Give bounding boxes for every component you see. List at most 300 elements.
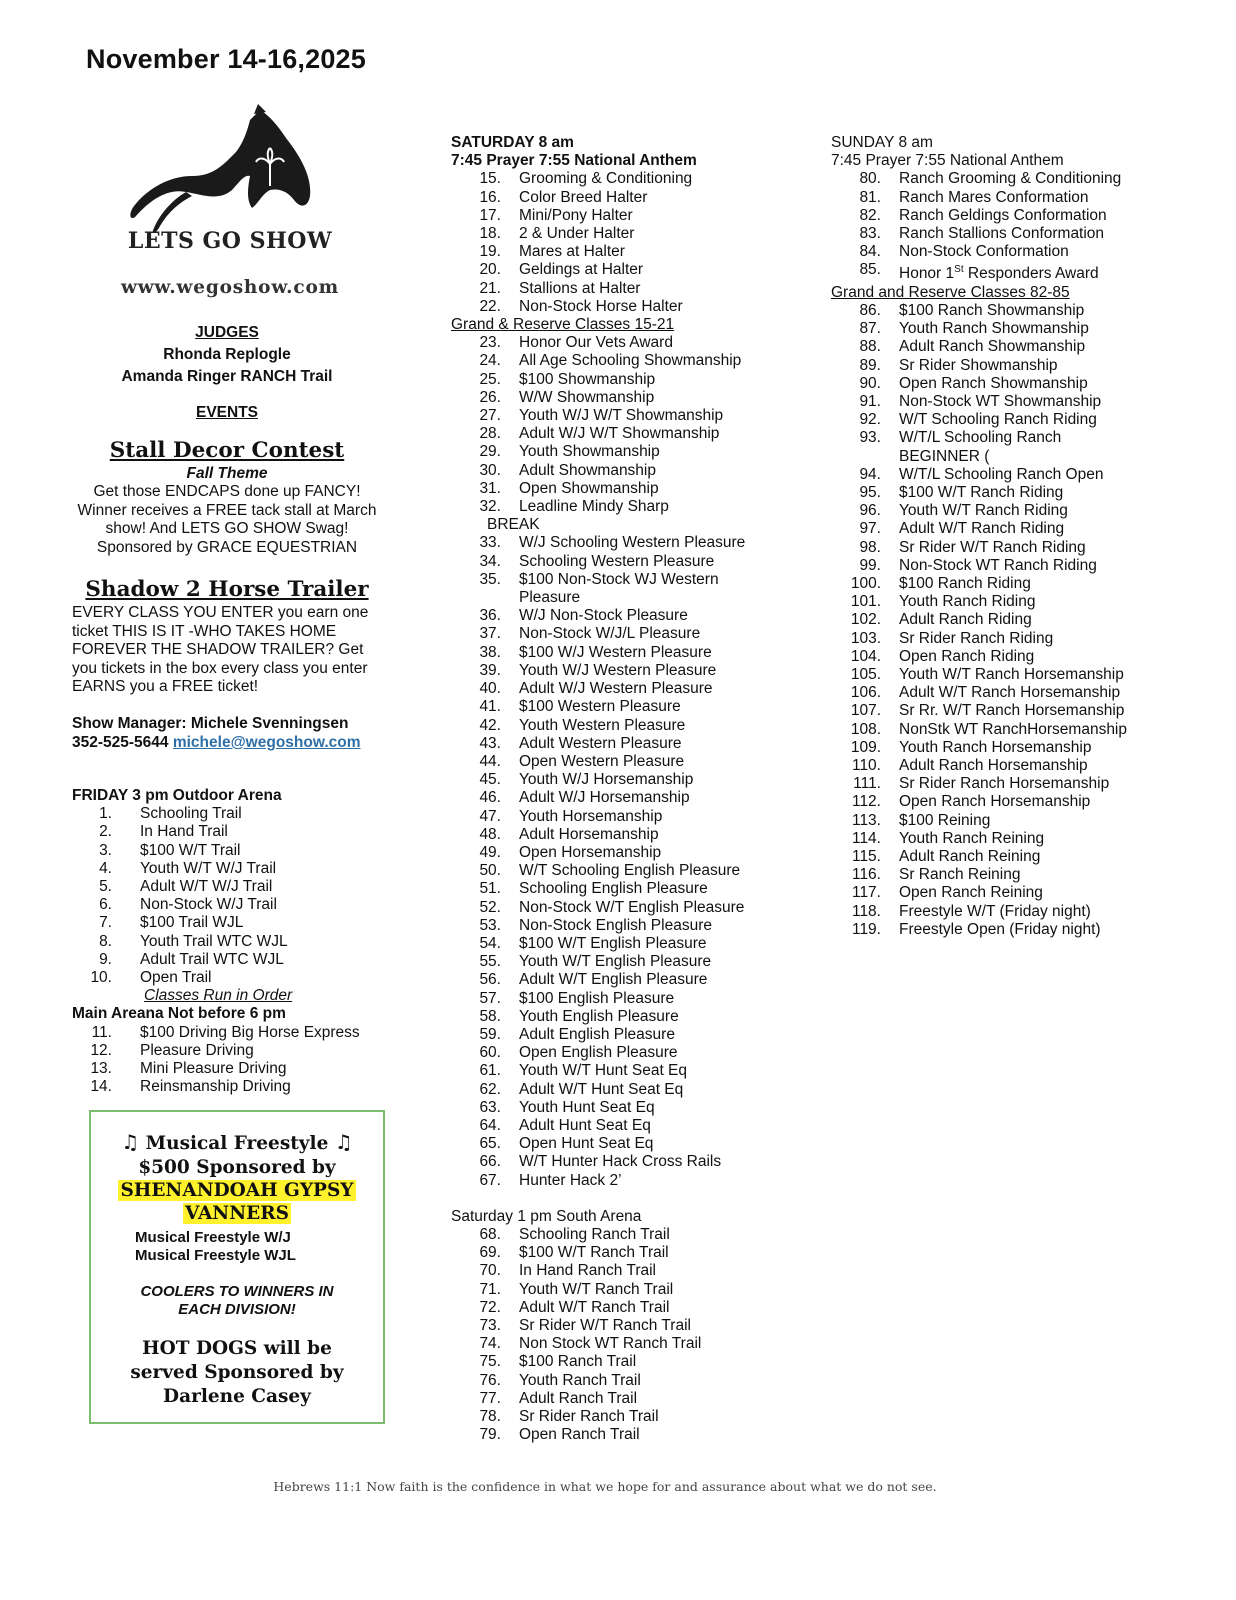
judge-name: Rhonda Replogle [163, 346, 291, 363]
class-name: Open Ranch Horsemanship [899, 793, 1091, 811]
hotdogs-note: HOT DOGS will be [142, 1338, 332, 1359]
class-item [831, 611, 1171, 629]
class-name: Mini/Pony Halter [519, 206, 633, 224]
class-number: 29. [479, 443, 501, 461]
class-number: 41. [479, 698, 501, 716]
class-item [451, 1172, 811, 1190]
class-name: Open Ranch Showmanship [899, 374, 1088, 392]
class-number: 92. [859, 411, 881, 429]
class-item [451, 717, 811, 735]
class-item [451, 189, 811, 207]
class-name: $100 W/T Ranch Trail [519, 1244, 669, 1262]
class-number: 77. [479, 1389, 501, 1407]
class-number: 80. [859, 170, 881, 188]
class-item [451, 917, 811, 935]
class-number: 85. [859, 261, 881, 279]
class-number: 42. [479, 716, 501, 734]
class-name: Schooling Trail [140, 805, 242, 823]
class-number [451, 589, 507, 607]
class-number: 18. [479, 225, 501, 243]
class-name: $100 Driving Big Horse Express [140, 1023, 360, 1041]
class-number: 53. [479, 916, 501, 934]
class-number: 30. [479, 461, 501, 479]
class-number: 100. [850, 575, 881, 593]
class-item [451, 534, 811, 552]
class-number: 74. [479, 1335, 501, 1353]
class-item [451, 1299, 811, 1317]
class-number: 26. [479, 388, 501, 406]
class-item [451, 1099, 811, 1117]
class-name: Adult W/J Western Pleasure [519, 680, 713, 698]
class-number: 14. [90, 1078, 112, 1096]
class-name: Sr Rider W/T Ranch Riding [899, 538, 1086, 556]
class-item [451, 862, 811, 880]
class-name: Non-Stock Horse Halter [519, 297, 683, 315]
class-number: 52. [479, 898, 501, 916]
class-item [831, 502, 1171, 520]
class-name: Open Showmanship [519, 479, 659, 497]
class-item [451, 990, 811, 1008]
class-number: 78. [479, 1408, 501, 1426]
class-name: Youth W/J W/T Showmanship [519, 407, 724, 425]
shadow-line: FOREVER THE SHADOW TRAILER? Get [72, 641, 364, 658]
class-item [831, 830, 1171, 848]
class-item [451, 371, 811, 389]
class-item [451, 698, 811, 716]
class-name: Sr Ranch Reining [899, 866, 1021, 884]
coolers-note: COOLERS TO WINNERS IN [140, 1283, 334, 1300]
class-number: 59. [479, 1025, 501, 1043]
class-number: 112. [851, 793, 881, 811]
class-item [831, 557, 1171, 575]
class-number: 98. [859, 538, 881, 556]
class-name: $100 W/T Ranch Riding [899, 484, 1064, 502]
class-name: Sr Rider Ranch Riding [899, 629, 1054, 647]
class-number: 51. [479, 880, 501, 898]
class-item [831, 243, 1171, 261]
class-item [72, 1060, 402, 1078]
class-name: BEGINNER ( [899, 447, 990, 465]
class-item [831, 448, 1171, 466]
class-number: 88. [859, 338, 881, 356]
class-item [451, 1372, 811, 1390]
class-number: 111. [853, 775, 881, 793]
class-item [831, 170, 1171, 188]
class-item [831, 666, 1171, 684]
class-item [451, 1426, 811, 1444]
stall-decor-title: Stall Decor Contest [109, 438, 345, 463]
class-name: Freestyle W/T (Friday night) [899, 902, 1091, 920]
class-item [451, 1335, 811, 1353]
class-name: Adult Ranch Showmanship [899, 338, 1086, 356]
stall-decor-section [72, 438, 382, 557]
class-name: Youth Ranch Riding [899, 593, 1036, 611]
class-item [451, 462, 811, 480]
class-name: Ranch Geldings Conformation [899, 206, 1107, 224]
class-number: 71. [479, 1280, 501, 1298]
class-item [831, 320, 1171, 338]
class-number: 82. [859, 206, 881, 224]
stall-decor-line: Sponsored by GRACE EQUESTRIAN [96, 538, 358, 556]
class-name: Adult Ranch Trail [519, 1389, 638, 1407]
class-number: 3. [99, 841, 112, 859]
class-item [451, 1353, 811, 1371]
musical-freestyle-box [89, 1110, 385, 1424]
class-item [451, 1081, 811, 1099]
class-number: 45. [479, 771, 501, 789]
class-item [451, 844, 811, 862]
class-item [451, 644, 811, 662]
class-name: Youth W/J Western Pleasure [519, 661, 717, 679]
class-item [72, 933, 402, 951]
class-name: Youth Ranch Horsemanship [899, 738, 1092, 756]
class-name: W/J Schooling Western Pleasure [519, 534, 746, 552]
class-item [451, 971, 811, 989]
class-item [451, 662, 811, 680]
music-note-icon: ♫ [121, 1130, 140, 1154]
class-number: 99. [859, 556, 881, 574]
class-number: 116. [851, 866, 881, 884]
class-name: Youth Horsemanship [519, 807, 663, 825]
class-number: 108. [850, 720, 881, 738]
class-name: Sr Rr. W/T Ranch Horsemanship [899, 702, 1125, 720]
class-number: 17. [479, 206, 501, 224]
class-name: Open Ranch Riding [899, 647, 1035, 665]
class-number: 1. [99, 805, 112, 823]
class-item [72, 1078, 402, 1096]
class-item [451, 1062, 811, 1080]
class-name: Adult Trail WTC WJL [140, 950, 284, 968]
class-name: $100 Ranch Trail [519, 1353, 637, 1371]
class-number: 57. [479, 989, 501, 1007]
class-name: Adult W/T Ranch Trail [519, 1298, 670, 1316]
class-name: Geldings at Halter [519, 261, 644, 279]
class-item [451, 880, 811, 898]
class-number: 28. [479, 425, 501, 443]
class-item [451, 389, 811, 407]
class-item [451, 899, 811, 917]
class-item [831, 539, 1171, 557]
class-name: Non-Stock Conformation [899, 243, 1069, 261]
class-item [831, 630, 1171, 648]
class-item [831, 411, 1171, 429]
manager-phone: 352-525-5644 [72, 734, 169, 751]
class-number: 118. [851, 902, 881, 920]
class-name: NonStk WT RanchHorsemanship [899, 720, 1127, 738]
class-item [451, 808, 811, 826]
class-name: Adult W/T Hunt Seat Eq [519, 1080, 684, 1098]
class-number: 49. [479, 843, 501, 861]
class-item [451, 1226, 811, 1244]
class-item [831, 812, 1171, 830]
class-name: Adult English Pleasure [519, 1025, 675, 1043]
class-number: 54. [479, 934, 501, 952]
class-number: 90. [859, 374, 881, 392]
class-name: Open Horsemanship [519, 843, 662, 861]
class-item [72, 1042, 402, 1060]
class-item [831, 866, 1171, 884]
class-name: Youth English Pleasure [519, 1007, 679, 1025]
class-number: 19. [479, 243, 501, 261]
shadow-line: you tickets in the box every class you enter [72, 659, 368, 677]
class-name: Honor Our Vets Award [519, 334, 673, 352]
class-item [72, 951, 402, 969]
class-number: 68. [479, 1225, 501, 1243]
class-name: Adult Showmanship [519, 461, 656, 479]
class-number: 97. [859, 520, 881, 538]
freestyle-sponsor-line: $500 Sponsored by [138, 1157, 336, 1178]
class-item [451, 935, 811, 953]
class-name: Pleasure Driving [140, 1041, 254, 1059]
main-arena-heading: Main Areana Not before 6 pm [72, 1005, 286, 1023]
class-name: Adult W/T English Pleasure [519, 971, 708, 989]
class-name: Reinsmanship Driving [140, 1078, 291, 1096]
class-number: 25. [479, 370, 501, 388]
class-number: 63. [479, 1098, 501, 1116]
class-item [451, 480, 811, 498]
class-item [831, 225, 1171, 243]
shadow-line: EVERY CLASS YOU ENTER you earn one [72, 604, 369, 621]
class-item [451, 443, 811, 461]
judges-heading: JUDGES [195, 324, 259, 341]
hotdogs-note: Darlene Casey [163, 1386, 311, 1407]
stall-decor-subtitle: Fall Theme [186, 465, 268, 482]
class-name: Youth W/T English Pleasure [519, 953, 712, 971]
shadow-line: ticket THIS IS IT -WHO TAKES HOME [72, 622, 337, 640]
class-item [831, 189, 1171, 207]
class-item [831, 375, 1171, 393]
class-item [831, 775, 1171, 793]
class-name: Open Ranch Reining [899, 884, 1043, 902]
class-item [451, 207, 811, 225]
scripture-footer: Hebrews 11:1 Now faith is the confidence in what we hope for and assurance about what we do not see. [273, 1479, 937, 1494]
class-number: 58. [479, 1007, 501, 1025]
freestyle-title: Musical Freestyle [145, 1133, 329, 1154]
class-number: 104. [850, 647, 881, 665]
manager-email-link[interactable]: michele@wegoshow.com [172, 734, 361, 751]
class-number: 93. [859, 429, 881, 447]
class-name: In Hand Trail [140, 823, 228, 841]
class-name: $100 Reining [899, 811, 991, 829]
class-name: Adult W/T W/J Trail [140, 878, 273, 896]
class-number: 12. [90, 1041, 112, 1059]
music-note-icon: ♫ [334, 1130, 353, 1154]
class-name: Sr Rider Showmanship [899, 356, 1058, 374]
class-name: Open Western Pleasure [519, 752, 685, 770]
class-name: $100 Western Pleasure [519, 698, 681, 716]
class-item [831, 684, 1171, 702]
class-number: 91. [859, 393, 881, 410]
grand-reserve-note: Grand and Reserve Classes 82-85 [831, 283, 1070, 301]
class-name: Youth W/J Horsemanship [519, 771, 694, 789]
class-name: Stallions at Halter [519, 279, 641, 297]
class-name: Honor 1St Responders Award [899, 264, 1099, 283]
class-item [831, 575, 1171, 593]
class-item [451, 1408, 811, 1426]
show-manager [72, 714, 392, 752]
friday-heading: FRIDAY 3 pm Outdoor Arena [72, 787, 282, 804]
class-number: 11. [91, 1023, 112, 1041]
class-number: 7. [99, 914, 112, 932]
class-item [451, 771, 811, 789]
class-item [451, 1117, 811, 1135]
class-name: All Age Schooling Showmanship [519, 352, 742, 370]
class-item [451, 1244, 811, 1262]
stall-decor-line: Winner receives a FREE tack stall at March [77, 501, 377, 519]
class-number: 24. [479, 352, 501, 370]
class-number: 109. [850, 738, 881, 756]
website-url[interactable]: www.wegoshow.com [120, 277, 340, 298]
class-number [831, 448, 887, 466]
class-item [831, 393, 1171, 411]
class-number: 55. [479, 953, 501, 971]
class-name: W/J Non-Stock Pleasure [519, 607, 688, 625]
class-item [451, 1281, 811, 1299]
sponsor-name: VANNERS [185, 1203, 289, 1224]
class-item [831, 903, 1171, 921]
class-number: 46. [479, 789, 501, 807]
class-number: 83. [859, 225, 881, 243]
class-item [451, 425, 811, 443]
class-item [831, 261, 1171, 283]
class-number: 75. [479, 1353, 501, 1371]
class-number: 50. [479, 862, 501, 880]
logo-wordmark: LETS GO SHOW [127, 228, 333, 254]
class-name: Youth W/T W/J Trail [140, 859, 277, 877]
class-name: Youth W/T Ranch Riding [899, 502, 1068, 520]
stall-decor-line: Get those ENDCAPS done up FANCY! [93, 483, 361, 500]
class-name: $100 W/T Trail [140, 841, 241, 859]
class-name: Mini Pleasure Driving [140, 1060, 287, 1078]
class-number: 21. [479, 279, 501, 297]
class-name: Adult Ranch Horsemanship [899, 757, 1088, 775]
class-number: 39. [479, 661, 501, 679]
class-name: $100 English Pleasure [519, 989, 675, 1007]
class-number: 94. [859, 465, 881, 483]
class-number: 86. [859, 301, 881, 319]
class-number: 103. [850, 629, 881, 647]
class-name: Ranch Stallions Conformation [899, 225, 1105, 243]
class-number: 67. [479, 1171, 501, 1189]
class-name: Non Stock WT Ranch Trail [519, 1335, 702, 1353]
saturday-prayer: 7:45 Prayer 7:55 National Anthem [451, 152, 697, 170]
class-item [451, 170, 811, 188]
class-number: 69. [479, 1244, 501, 1262]
class-name: Sr Rider W/T Ranch Trail [519, 1317, 691, 1334]
class-number: 76. [479, 1371, 501, 1389]
class-number: 62. [479, 1080, 501, 1098]
class-item [451, 753, 811, 771]
class-name: Youth Hunt Seat Eq [519, 1098, 655, 1116]
sunday-prayer: 7:45 Prayer 7:55 National Anthem [831, 152, 1064, 170]
shadow-line: EARNS you a FREE ticket! [72, 678, 259, 695]
class-number: 106. [850, 684, 881, 702]
class-item [831, 921, 1171, 939]
class-item [451, 407, 811, 425]
class-name: Open Hunt Seat Eq [519, 1135, 654, 1153]
class-name: W/T Hunter Hack Cross Rails [519, 1153, 722, 1171]
class-number: 15. [479, 170, 501, 188]
class-number: 43. [479, 734, 501, 752]
class-item [451, 553, 811, 571]
class-number: 79. [479, 1426, 501, 1444]
class-name: Adult W/T Ranch Horsemanship [899, 684, 1121, 702]
class-item [831, 721, 1171, 739]
class-item [451, 280, 811, 298]
class-name: W/W Showmanship [519, 388, 655, 406]
class-item [831, 593, 1171, 611]
class-item [831, 702, 1171, 720]
class-item [451, 680, 811, 698]
shadow-trailer-title: Shadow 2 Horse Trailer [85, 577, 369, 602]
class-name: Open English Pleasure [519, 1044, 678, 1062]
class-name: Grooming & Conditioning [519, 170, 693, 188]
class-number: 9. [99, 950, 112, 968]
class-name: Schooling English Pleasure [519, 880, 708, 898]
class-item [451, 298, 811, 316]
stall-decor-line: show! And LETS GO SHOW Swag! [105, 520, 349, 537]
class-number: 6. [99, 896, 112, 914]
class-name: Pleasure [519, 589, 581, 607]
shadow-trailer-section [72, 577, 382, 697]
class-number: 35. [479, 570, 501, 588]
class-name: Hunter Hack 2’ [519, 1171, 622, 1189]
class-item [831, 207, 1171, 225]
class-name: Schooling Ranch Trail [519, 1225, 670, 1243]
class-name: Open Ranch Trail [519, 1426, 640, 1444]
class-item [451, 1026, 811, 1044]
class-name: Youth W/T Ranch Trail [519, 1280, 674, 1298]
class-number: 113. [851, 811, 881, 829]
class-number: 107. [850, 702, 881, 720]
class-name: Adult Hunt Seat Eq [519, 1116, 651, 1134]
class-item [451, 334, 811, 352]
class-number: 87. [859, 320, 881, 338]
class-item [831, 757, 1171, 775]
class-item [451, 1008, 811, 1026]
class-name: Non-Stock WT Showmanship [899, 393, 1102, 410]
class-item [831, 520, 1171, 538]
class-name: Adult Western Pleasure [519, 734, 682, 752]
class-item [451, 1044, 811, 1062]
class-name: Youth Showmanship [519, 443, 660, 461]
class-name: Youth W/T Ranch Horsemanship [899, 666, 1124, 684]
class-name: W/T/L Schooling Ranch [899, 429, 1062, 447]
class-item [831, 338, 1171, 356]
class-number: 73. [479, 1317, 501, 1334]
class-name: $100 W/T English Pleasure [519, 934, 707, 952]
class-number: 32. [479, 498, 501, 516]
class-item [72, 842, 402, 860]
class-name: Youth Ranch Reining [899, 829, 1045, 847]
saturday-afternoon-heading: Saturday 1 pm South Arena [451, 1207, 642, 1225]
grand-reserve-note: Grand & Reserve Classes 15-21 [451, 316, 675, 334]
class-item [451, 826, 811, 844]
class-item [831, 884, 1171, 902]
class-name: Sr Rider Ranch Horsemanship [899, 775, 1110, 793]
class-name: Sr Rider Ranch Trail [519, 1408, 659, 1426]
manager-name: Show Manager: Michele Svenningsen [72, 715, 349, 732]
class-name: $100 Non-Stock WJ Western [519, 570, 719, 588]
freestyle-class: Musical Freestyle W/J [135, 1229, 291, 1246]
class-name: Youth Trail WTC WJL [140, 932, 288, 950]
class-number: 117. [851, 884, 881, 902]
class-number: 10. [90, 969, 112, 987]
class-number: 27. [479, 407, 501, 425]
class-number: 105. [850, 666, 881, 684]
class-number: 110. [851, 757, 881, 775]
class-number: 40. [479, 680, 501, 698]
